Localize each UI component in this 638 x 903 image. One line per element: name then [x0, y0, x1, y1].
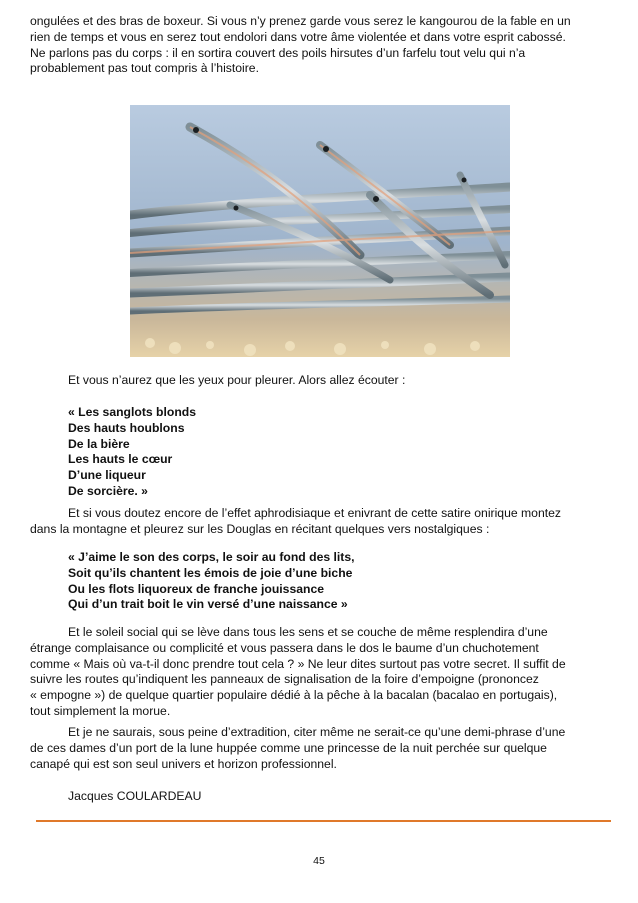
extradition-paragraph [30, 725, 608, 772]
poem-line: De la bière [68, 436, 130, 451]
eels-photo [130, 105, 510, 357]
text-line: ongulées et des bras de boxeur. Si vous n’y prenez garde vous serez le kangourou de la fable en un [30, 14, 571, 28]
poem-line: Ou les flots liquoreux de franche jouissance [68, 581, 325, 596]
poem-stanza-1 [68, 405, 608, 500]
poem-line: Qui d’un trait boit le vin versé d’une naissance » [68, 597, 348, 612]
text-line: Et le soleil social qui se lève dans tous les sens et se couche de même resplendira d’une [68, 625, 548, 639]
text-line: rien de temps et vous en serez tout endolori dans votre âme violentée et dans votre esprit cabossé. [30, 29, 566, 44]
text-line: Et si vous doutez encore de l’effet aphrodisiaque et enivrant de cette satire onirique montez [68, 506, 561, 520]
poem-line: De sorcière. » [68, 483, 148, 498]
text-line: comme « Mais où va-t-il donc prendre tout cela ? » Ne leur dites surtout pas votre secret. Il suffit de [30, 656, 566, 671]
author-name: Jacques COULARDEAU [68, 789, 202, 803]
footer-rule [36, 820, 611, 822]
poem-line: Soit qu’ils chantent les émois de joie d’une biche [68, 565, 353, 580]
poem-line: Les hauts le cœur [68, 452, 173, 467]
signature [68, 789, 608, 805]
text-line: tout simplement la morue. [30, 703, 171, 718]
text-line: de ces dames d’un port de la lune huppée comme une princesse de la nuit perchée sur quelque [30, 740, 547, 755]
text-line: Et je ne saurais, sous peine d’extradition, citer même ne serait-ce qu’une demi-phrase d’une [68, 725, 566, 739]
text-line: probablement pas tout compris à l’histoire. [30, 61, 259, 76]
intro-paragraph [30, 14, 608, 77]
text-line: Ne parlons pas du corps : il en sortira couvert des poils hirsutes d’un farfelu tout velu qui n’a [30, 45, 526, 60]
sun-paragraph [30, 625, 608, 720]
poem-line: D’une liqueur [68, 468, 146, 483]
text-line: « empogne ») de quelque quartier populaire dédié à la pêche à la bacalan (bacalao en portugais), [30, 688, 558, 703]
text-line: suivre les routes qu’indiquent les panneaux de signalisation de la foire d’empoigne (prononcez [30, 672, 539, 687]
text-line: canapé qui est son seul univers et horizon professionnel. [30, 756, 337, 771]
poem-line: Des hauts houblons [68, 420, 185, 435]
text-line: Et vous n’aurez que les yeux pour pleurer. Alors allez écouter : [68, 373, 406, 387]
page-number: 45 [313, 855, 325, 867]
poem-line: « Les sanglots blonds [68, 405, 196, 419]
text-line: étrange complaisance ou complicité et vous passera dans le dos le baume d’un chuchotement [30, 640, 539, 655]
doubt-paragraph [30, 506, 608, 538]
poem-line: « J’aime le son des corps, le soir au fond des lits, [68, 550, 355, 564]
poem-stanza-2 [68, 550, 608, 613]
text-line: dans la montagne et pleurez sur les Douglas en récitant quelques vers nostalgiques : [30, 521, 490, 536]
listen-paragraph [68, 373, 608, 389]
